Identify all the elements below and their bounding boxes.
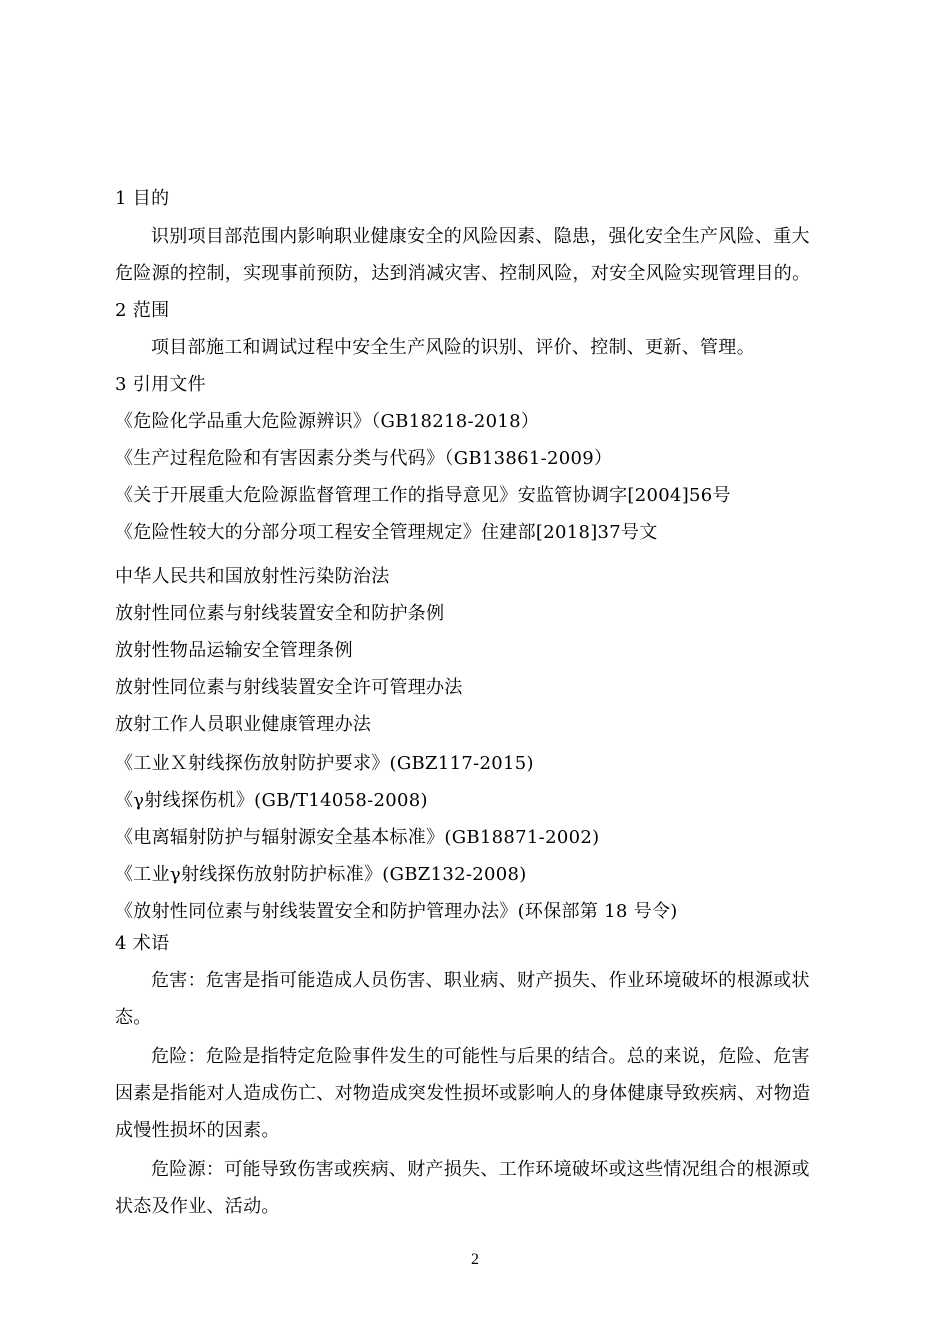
hazard-definition-line-1: 危害：危害是指可能造成人员伤害、职业病、财产损失、作业环境破坏的根源或状 xyxy=(151,970,810,991)
hazard-definition-line-2: 态。 xyxy=(115,1007,152,1028)
scope-paragraph: 项目部施工和调试过程中安全生产风险的识别、评价、控制、更新、管理。 xyxy=(151,337,755,358)
reference-item: 《工业Ｘ射线探伤放射防护要求》(GBZ117-2015) xyxy=(115,753,534,774)
reference-item: 《电离辐射防护与辐射源安全基本标准》(GB18871-2002) xyxy=(115,827,600,848)
reference-item: 《生产过程危险和有害因素分类与代码》（GB13861-2009） xyxy=(115,448,613,469)
reference-item: 《关于开展重大危险源监督管理工作的指导意见》安监管协调字[2004]56号 xyxy=(115,485,731,506)
reference-item: 《工业γ射线探伤放射防护标准》(GBZ132-2008) xyxy=(115,864,527,885)
reference-item: 放射性同位素与射线装置安全和防护条例 xyxy=(115,603,445,624)
reference-item: 放射性物品运输安全管理条例 xyxy=(115,640,353,661)
reference-item: 《γ射线探伤机》(GB/T14058-2008) xyxy=(115,790,428,811)
page-number: 2 xyxy=(471,1251,479,1268)
reference-item: 放射性同位素与射线装置安全许可管理办法 xyxy=(115,677,463,698)
risk-definition-line-2: 因素是指能对人造成伤亡、对物造成突发性损坏或影响人的身体健康导致疾病、对物造 xyxy=(115,1083,811,1104)
reference-item: 《放射性同位素与射线装置安全和防护管理办法》(环保部第 18 号令) xyxy=(115,901,678,922)
hazard-source-definition-line-2: 状态及作业、活动。 xyxy=(115,1196,280,1217)
reference-item: 中华人民共和国放射性污染防治法 xyxy=(115,566,390,587)
section-heading-purpose: 1 目的 xyxy=(115,188,170,209)
section-heading-terms: 4 术语 xyxy=(115,933,170,954)
reference-item: 《危险化学品重大危险源辨识》（GB18218-2018） xyxy=(115,411,540,432)
purpose-paragraph-line-2: 危险源的控制，实现事前预防，达到消减灾害、控制风险，对安全风险实现管理目的。 xyxy=(115,263,811,284)
hazard-source-definition-line-1: 危险源：可能导致伤害或疾病、财产损失、工作环境破坏或这些情况组合的根源或 xyxy=(151,1159,810,1180)
reference-item: 放射工作人员职业健康管理办法 xyxy=(115,714,372,735)
risk-definition-line-3: 成慢性损坏的因素。 xyxy=(115,1120,280,1141)
purpose-paragraph-line-1: 识别项目部范围内影响职业健康安全的风险因素、隐患，强化安全生产风险、重大 xyxy=(151,226,810,247)
reference-item: 《危险性较大的分部分项工程安全管理规定》住建部[2018]37号文 xyxy=(115,522,658,543)
section-heading-scope: 2 范围 xyxy=(115,300,170,321)
section-heading-references: 3 引用文件 xyxy=(115,374,206,395)
risk-definition-line-1: 危险：危险是指特定危险事件发生的可能性与后果的结合。总的来说，危险、危害 xyxy=(151,1046,810,1067)
